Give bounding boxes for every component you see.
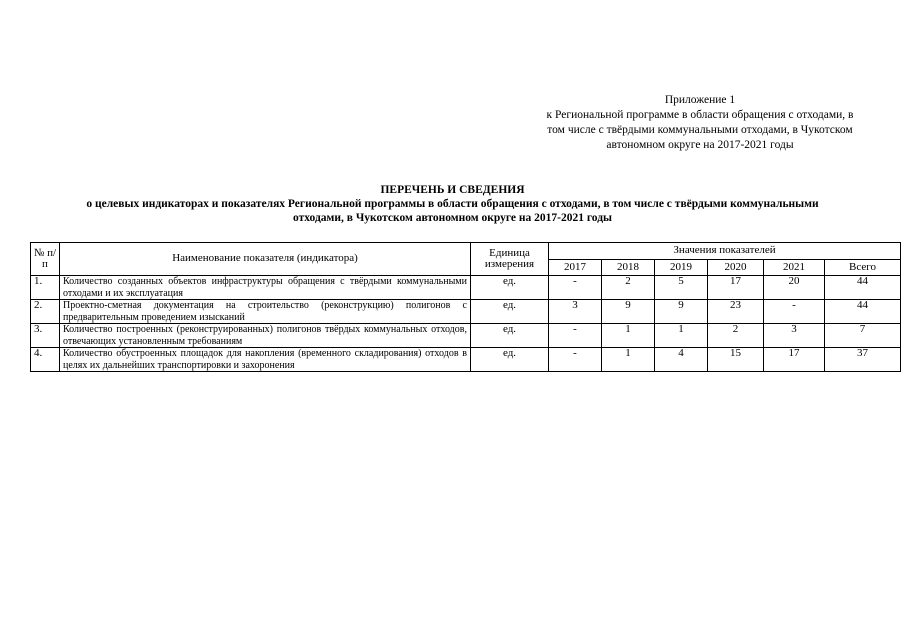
row-value: 9 <box>655 300 708 324</box>
row-unit: ед. <box>471 324 549 348</box>
appendix-line: автономном округе на 2017-2021 годы <box>606 139 794 151</box>
row-unit: ед. <box>471 348 549 372</box>
table-row <box>31 276 901 300</box>
row-value: - <box>549 276 602 300</box>
row-value: 3 <box>549 300 602 324</box>
row-total: 7 <box>825 324 901 348</box>
row-value: 17 <box>708 276 764 300</box>
header-year: 2018 <box>602 260 655 276</box>
row-value: - <box>764 300 825 324</box>
row-total: 37 <box>825 348 901 372</box>
title-line-2: о целевых индикаторах и показателях Региональной программы в области обращения с отходами, в том числе с твёрдыми коммунальными <box>86 198 819 210</box>
header-year: 2021 <box>764 260 825 276</box>
row-value: 2 <box>708 324 764 348</box>
row-indicator-name: Количество построенных (реконструированных) полигонов твёрдых коммунальных отходов, отвечающих установленным требованиям <box>60 324 471 348</box>
header-values-group: Значения показателей <box>549 243 901 260</box>
table-row <box>31 348 901 372</box>
row-value: 15 <box>708 348 764 372</box>
row-value: 23 <box>708 300 764 324</box>
table-row <box>31 300 901 324</box>
header-year: 2017 <box>549 260 602 276</box>
row-num: 1. <box>31 276 60 300</box>
row-value: 9 <box>602 300 655 324</box>
row-value: 2 <box>602 276 655 300</box>
row-indicator-name: Количество обустроенных площадок для накопления (временного складирования) отходов в целях их дальнейших транспортировки и захоронения <box>60 348 471 372</box>
row-value: 17 <box>764 348 825 372</box>
row-value: 4 <box>655 348 708 372</box>
row-unit: ед. <box>471 276 549 300</box>
row-num: 4. <box>31 348 60 372</box>
row-indicator-name: Проектно-сметная документация на строительство (реконструкцию) полигонов с предварительным проведением изысканий <box>60 300 471 324</box>
document-title <box>20 183 885 225</box>
row-num: 3. <box>31 324 60 348</box>
header-year: 2020 <box>708 260 764 276</box>
appendix-line: к Региональной программе в области обращения с отходами, в <box>546 109 854 121</box>
appendix-line: том числе с твёрдыми коммунальными отходами, в Чукотском <box>547 124 853 136</box>
row-value: - <box>549 324 602 348</box>
title-line-1: ПЕРЕЧЕНЬ И СВЕДЕНИЯ <box>380 184 525 196</box>
row-value: 5 <box>655 276 708 300</box>
header-unit: Единица измерения <box>471 243 549 276</box>
row-value: 3 <box>764 324 825 348</box>
row-indicator-name: Количество созданных объектов инфраструктуры обращения с твёрдыми коммунальными отходами и их эксплуатация <box>60 276 471 300</box>
appendix-note <box>515 93 885 153</box>
row-value: - <box>549 348 602 372</box>
indicators-table <box>30 242 901 372</box>
appendix-line: Приложение 1 <box>664 94 736 106</box>
header-total: Всего <box>825 260 901 276</box>
header-num: № п/п <box>31 243 60 276</box>
title-line-3: отходами, в Чукотском автономном округе на 2017-2021 годы <box>292 212 612 224</box>
row-total: 44 <box>825 276 901 300</box>
row-unit: ед. <box>471 300 549 324</box>
row-value: 20 <box>764 276 825 300</box>
table-row <box>31 324 901 348</box>
header-year: 2019 <box>655 260 708 276</box>
row-value: 1 <box>602 324 655 348</box>
row-total: 44 <box>825 300 901 324</box>
row-value: 1 <box>602 348 655 372</box>
header-name: Наименование показателя (индикатора) <box>60 243 471 276</box>
row-value: 1 <box>655 324 708 348</box>
row-num: 2. <box>31 300 60 324</box>
